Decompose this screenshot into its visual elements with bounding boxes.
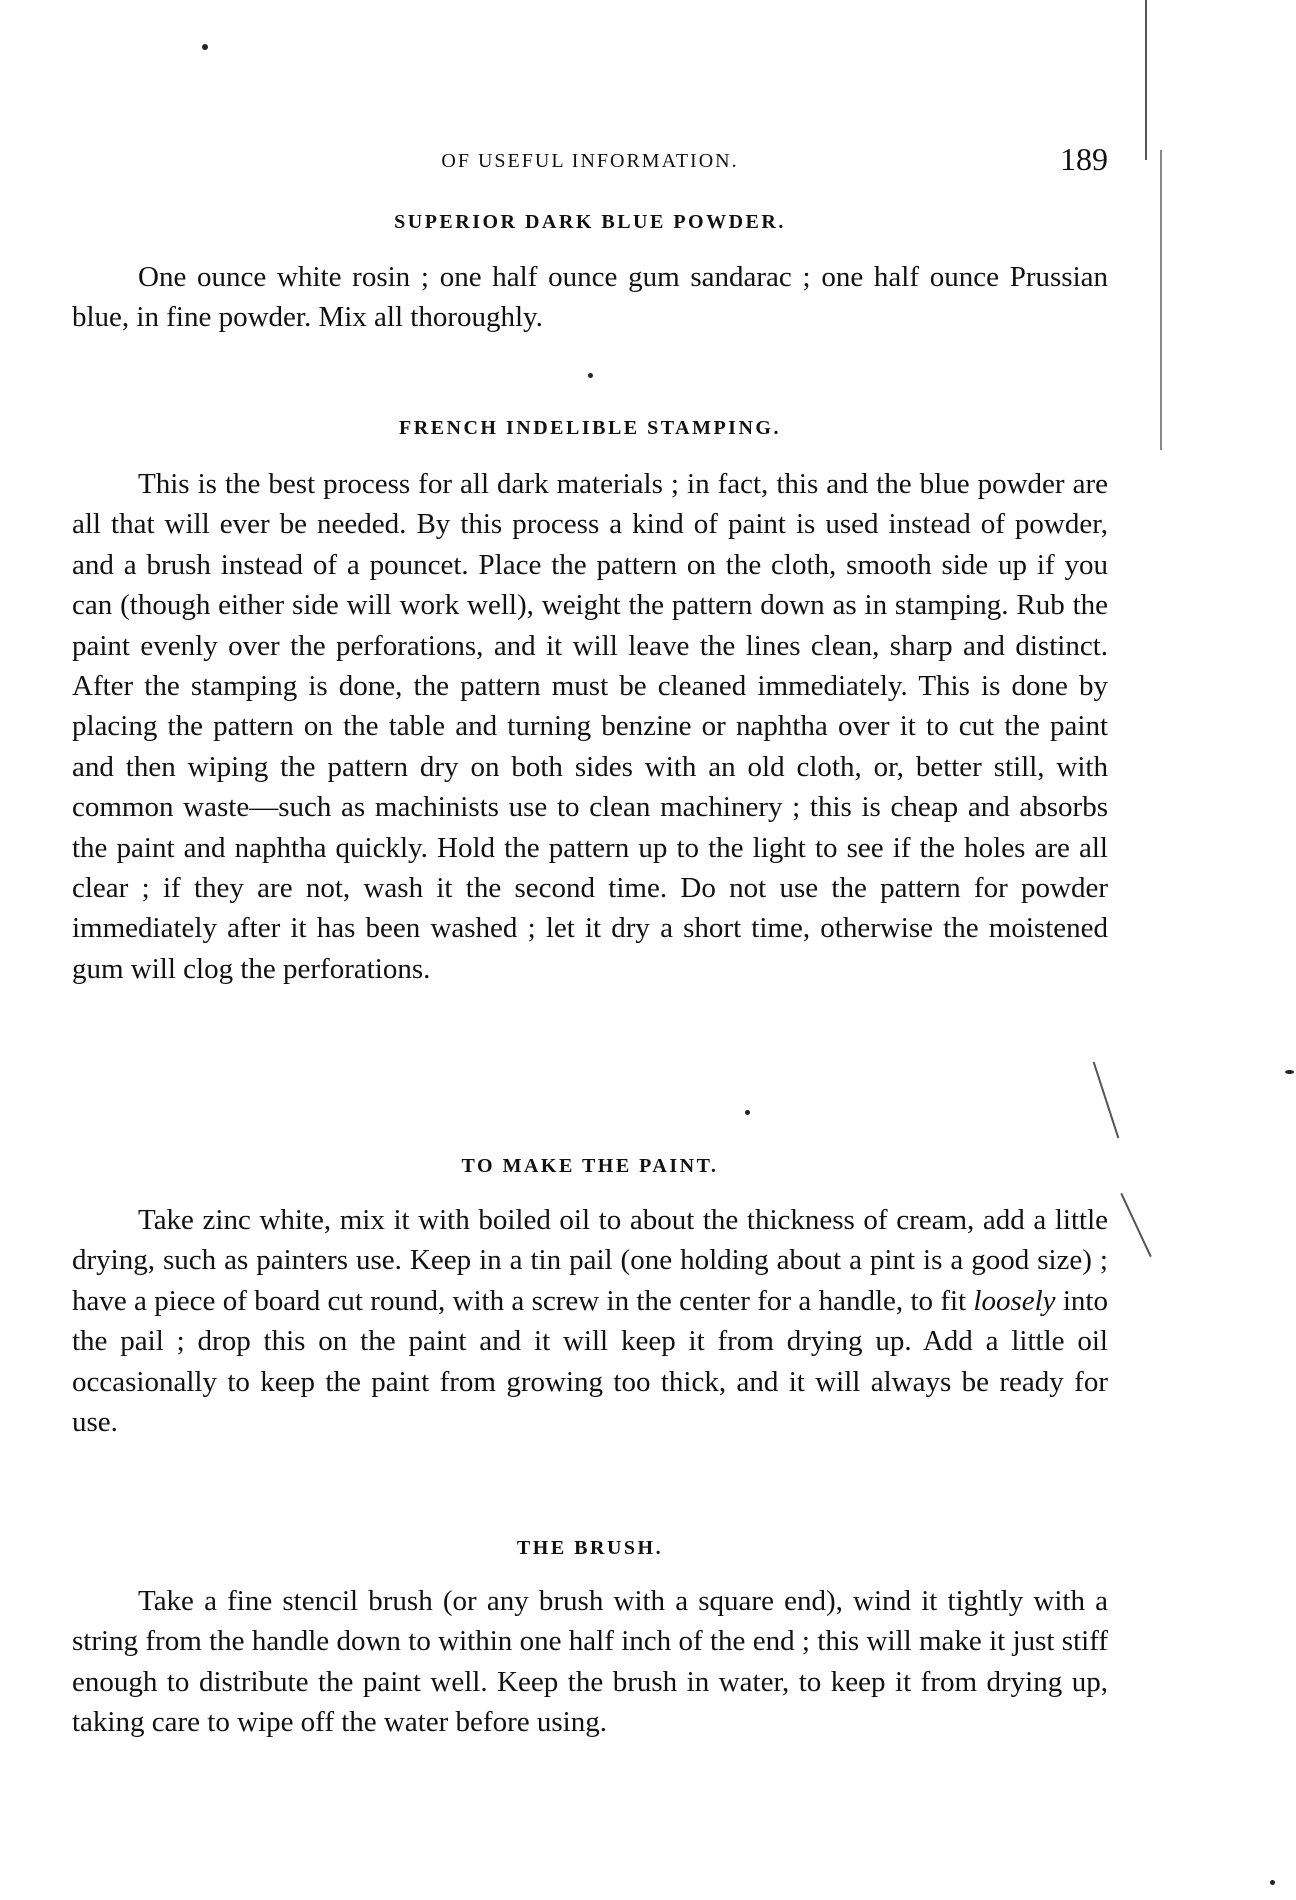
- paragraph-the-brush: Take a fine stencil brush (or any brush with a square end), wind it tightly with a string from the handle down to within one half inch of the end ; this will make it just stiff enough to distribute the paint well. Keep the brush in water, to keep it from drying up, taking care to wipe off the water before using.: [72, 1585, 1108, 1739]
- running-head: [72, 142, 1108, 182]
- scan-edge-mark: [1145, 0, 1147, 160]
- scan-speck: [588, 373, 593, 378]
- paragraph-french-indelible-stamping: This is the best process for all dark materials ; in fact, this and the blue powder are all that will ever be needed. By this process a kind of paint is used instead of powder, and a brush instead of a pouncet. Place the pattern on the cloth, smooth side up if you can (though either side will work well), weight the pattern down as in stamping. Rub the paint evenly over the perforations, and it will leave the lines clean, sharp and distinct. After the stamping is done, the pattern must be cleaned immediately. This is done by placing the pattern on the table and turning benzine or naphtha over it to cut the paint and then wiping the pattern dry on both sides with an old cloth, or, better still, with common waste—such as machinists use to clean machinery ; this is cheap and absorbs the paint and naphtha quickly. Hold the pattern up to the light to see if the holes are all clear ; if they are not, wash it the second time. Do not use the pattern for powder immediately after it has been washed ; let it dry a short time, otherwise the moistened gum will clog the perforations.: [72, 468, 1108, 985]
- scan-speck: [202, 44, 208, 50]
- section-heading-to-make-the-paint: TO MAKE THE PAINT.: [461, 1155, 719, 1177]
- scan-edge-mark: [1093, 1062, 1120, 1139]
- emphasis-loosely: loosely: [973, 1284, 1056, 1317]
- paragraph-superior-dark-blue-powder: One ounce white rosin ; one half ounce gum sandarac ; one half ounce Prussian blue, in fine powder. Mix all thoroughly.: [72, 261, 1108, 334]
- paragraph-text-end: into the pail ; drop this on the paint and it will keep it from drying up. Add a little oil occasionally to keep the paint from growing too thick, and it will always be ready for use.: [72, 1284, 1108, 1439]
- scan-speck: [1270, 1880, 1275, 1885]
- section-heading-french-indelible-stamping: FRENCH INDELIBLE STAMPING.: [399, 417, 781, 439]
- paragraph-to-make-the-paint: [72, 1200, 1108, 1442]
- paragraph-text-start: Take zinc white, mix it with boiled oil to about the thickness of cream, add a little drying, such as painters use. Keep in a tin pail (one holding about a pint is a good size) ; have a piece of board cut round, with a screw in the center for a handle, to fit: [72, 1204, 1108, 1317]
- scan-edge-mark: [1160, 150, 1162, 450]
- section-heading-the-brush: THE BRUSH.: [516, 1537, 664, 1559]
- scan-speck: [745, 1110, 750, 1115]
- page-number: 189: [1060, 141, 1108, 177]
- section-heading-superior-dark-blue-powder: SUPERIOR DARK BLUE POWDER.: [394, 211, 786, 233]
- scan-edge-mark: [1120, 1193, 1151, 1257]
- scan-speck: [1285, 1070, 1294, 1074]
- running-title: OF USEFUL INFORMATION.: [441, 150, 739, 172]
